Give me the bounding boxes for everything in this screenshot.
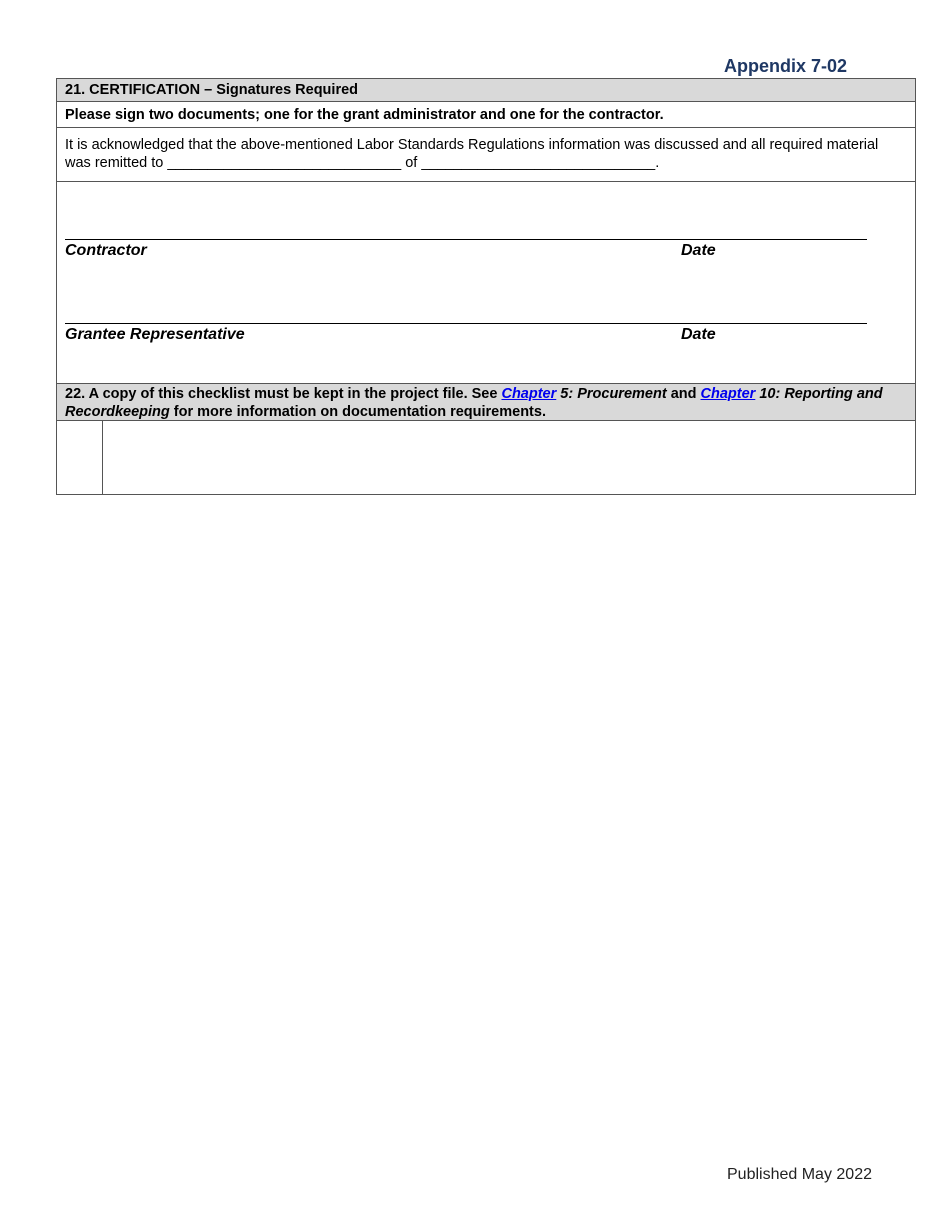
blank-entry-row[interactable] [57,421,915,494]
chapter-10-title: 10: Reporting and Recordkeeping [65,386,883,420]
contractor-signature-line[interactable] [65,239,867,240]
chapter-5-link[interactable]: Chapter [501,386,557,402]
section-21-instruction: Please sign two documents; one for the grant administrator and one for the contractor. [57,102,915,128]
section-22-text-end: for more information on documentation requirements. [169,404,546,420]
section-22-text-start: 22. A copy of this checklist must be kept in the project file. See [65,386,502,402]
chapter-10-link[interactable]: Chapter [700,386,756,402]
and-text: and [666,386,701,402]
certification-form [56,78,916,495]
grantee-date-label: Date [681,326,716,343]
published-date: Published May 2022 [727,1166,872,1183]
contractor-date-label: Date [681,242,716,259]
appendix-label: Appendix 7-02 [724,56,848,76]
signature-block [57,182,915,384]
chapter-5-title: 5: Procurement [556,386,667,402]
section-22-note [57,384,915,421]
section-21-title: 21. CERTIFICATION – Signatures Required [57,79,915,102]
grantee-signature-line[interactable] [65,323,867,324]
acknowledgement-text: It is acknowledged that the above-mentioned Labor Standards Regulations information was discussed and all required material was remitted to _____________________________ of _____________________________. [57,128,915,182]
grantee-label: Grantee Representative [65,326,245,343]
contractor-label: Contractor [65,242,147,259]
column-divider [102,421,103,494]
